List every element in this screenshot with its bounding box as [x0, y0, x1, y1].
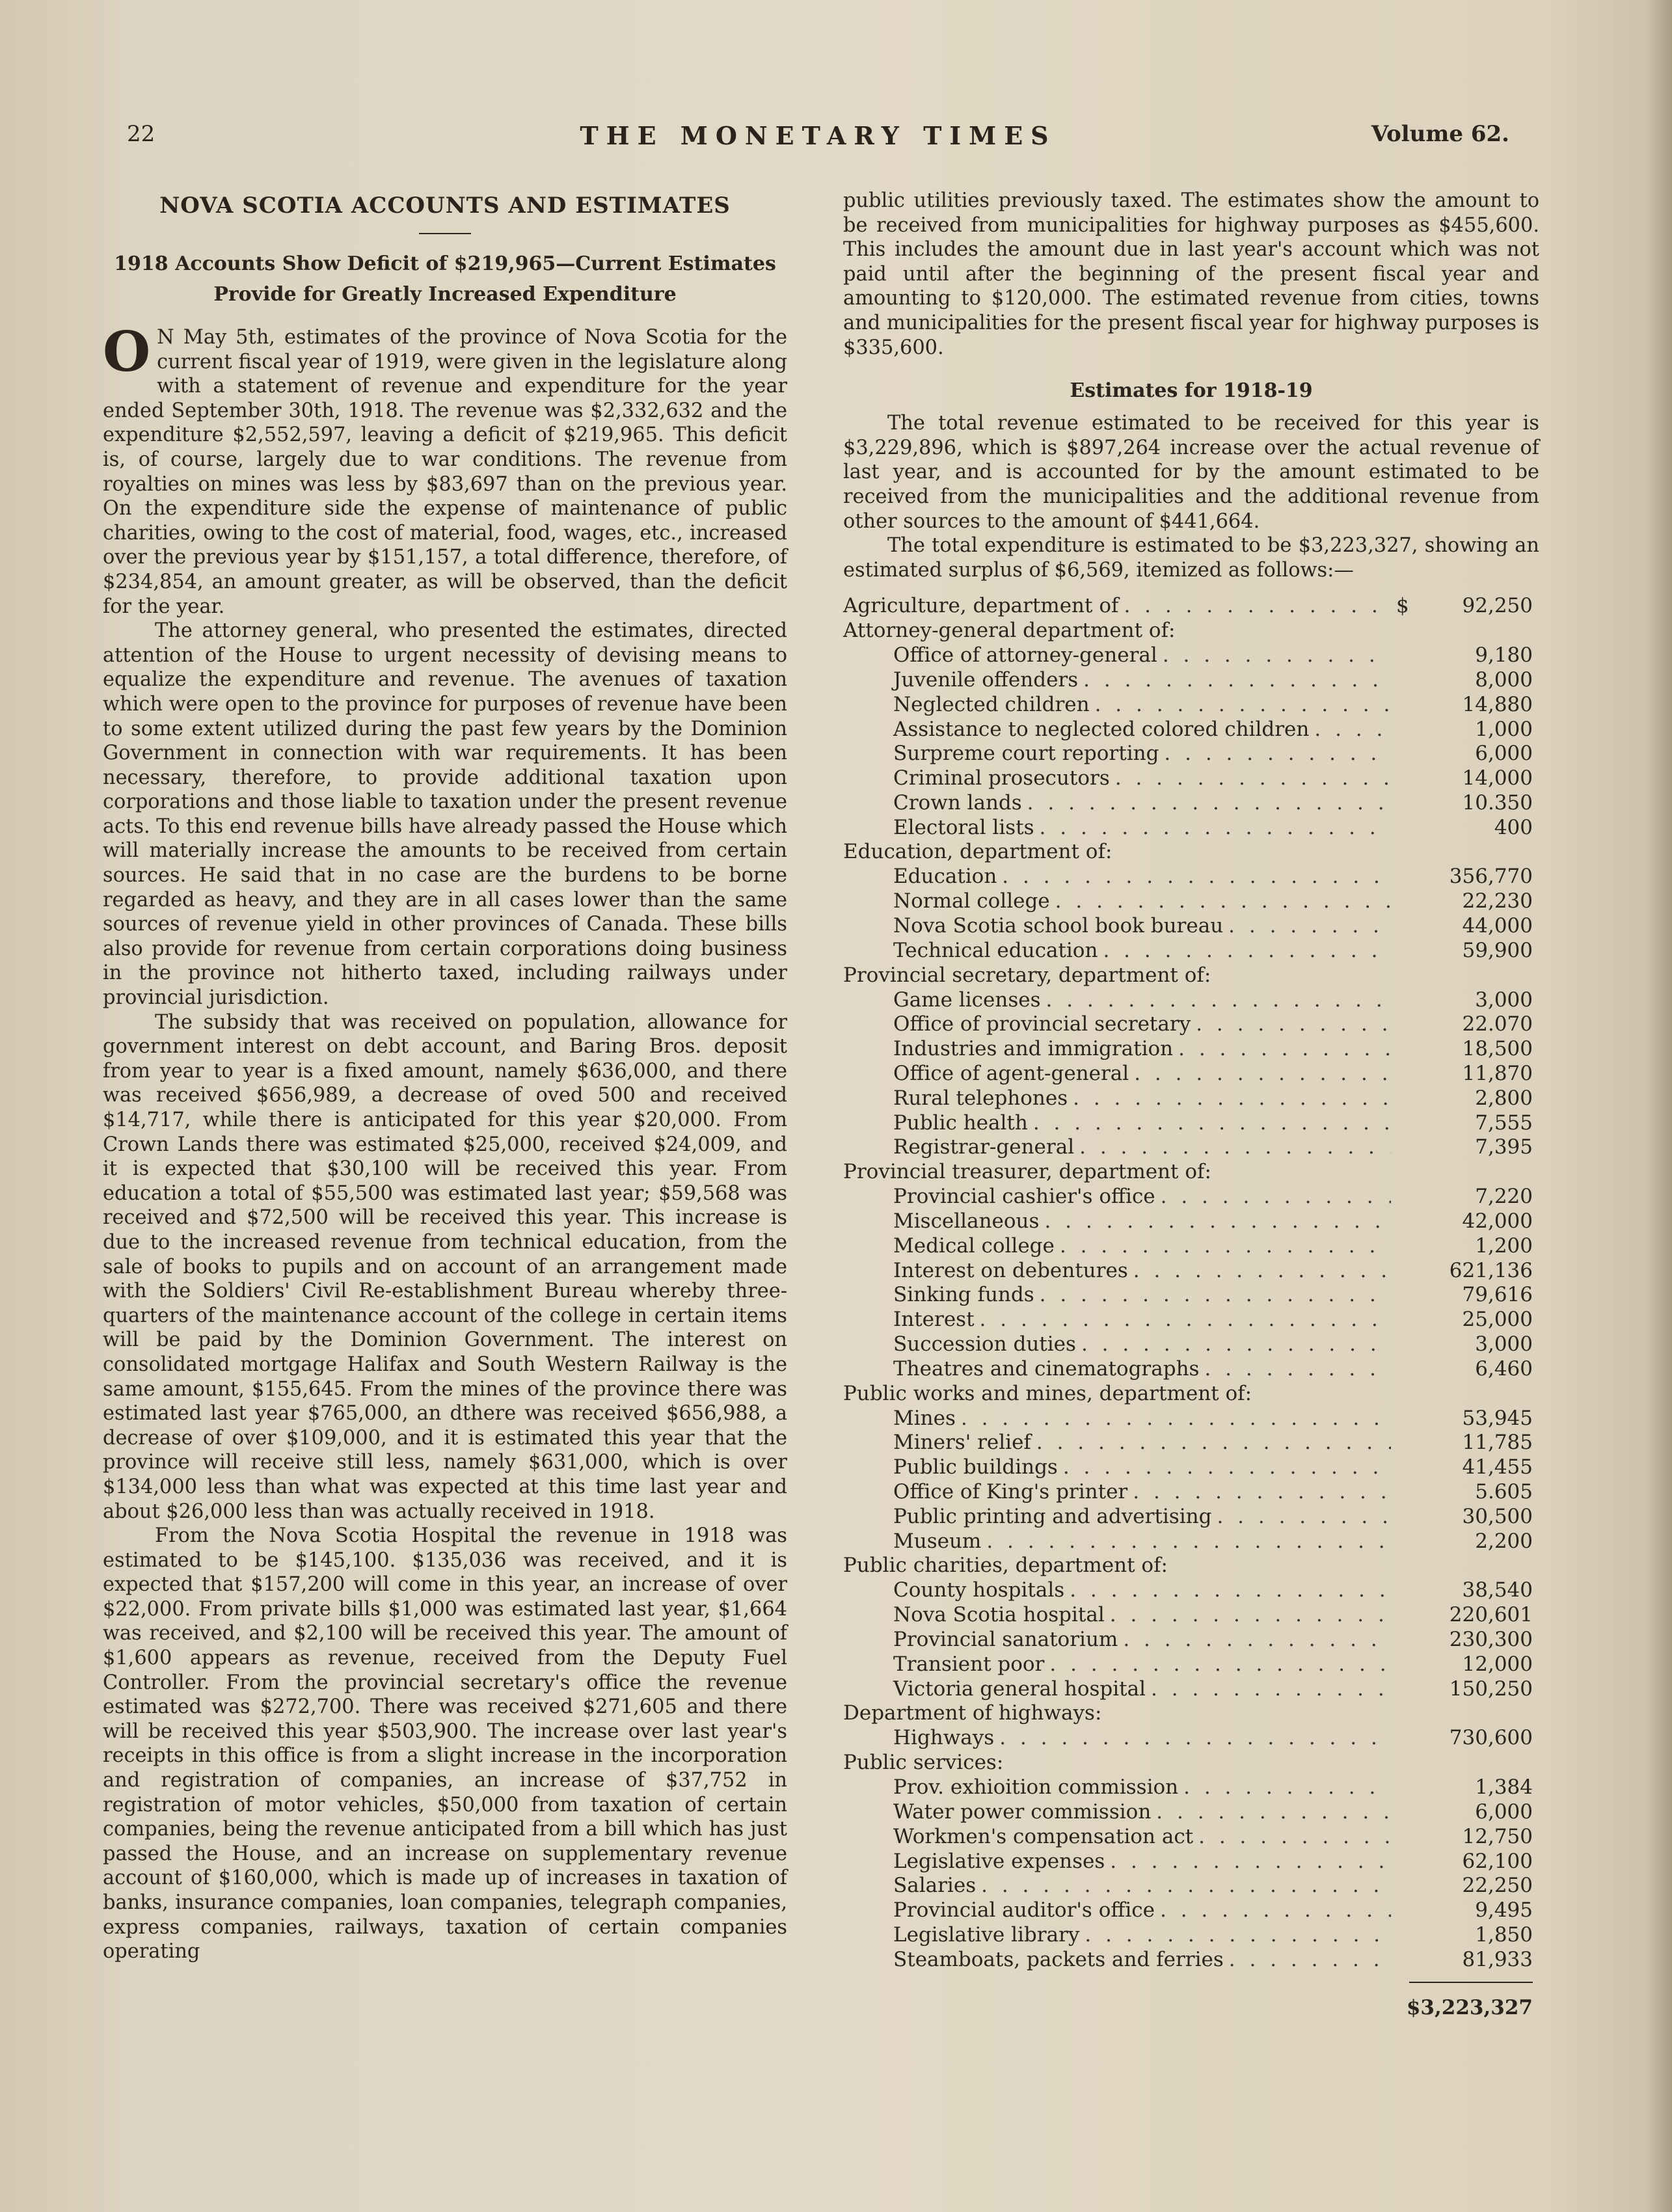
dot-leader: [1133, 1480, 1391, 1504]
currency-symbol: $: [1396, 594, 1409, 618]
dot-leader: [1085, 1923, 1391, 1947]
estimate-amount: 1,200: [1475, 1234, 1533, 1258]
estimate-label: Juvenile offenders: [893, 668, 1079, 692]
paragraph: The total revenue estimated to be received for this year is $3,229,896, which is $897,264 increase over the actual revenue of last year, and is accounted for by the amount estimated to be received from the municipalities and the additional revenue from other sources to the amount of $441,664.: [843, 412, 1539, 533]
estimate-amount: 621,136: [1449, 1258, 1533, 1282]
estimate-label: Theatres and cinematographs: [893, 1356, 1200, 1381]
estimate-row: [843, 791, 1539, 816]
estimate-row: [843, 1308, 1539, 1332]
estimate-amount: 81,933: [1462, 1947, 1533, 1971]
estimate-amount: 14,000: [1462, 766, 1533, 790]
department-heading: Attorney-general department of:: [843, 619, 1176, 643]
estimate-amount: 356,770: [1449, 865, 1533, 889]
dot-leader: [1036, 1431, 1391, 1454]
dot-leader: [980, 1308, 1391, 1331]
estimate-amount: 2,200: [1475, 1529, 1533, 1553]
dot-leader: [981, 1874, 1391, 1897]
estimate-row: [843, 1431, 1539, 1455]
estimate-label: Normal college: [893, 889, 1050, 913]
estimate-row: [843, 1332, 1539, 1357]
publication-title: THE MONETARY TIMES: [580, 121, 1057, 150]
estimate-amount: 10.350: [1462, 790, 1533, 815]
page-header: [127, 121, 1509, 154]
estimate-label: Provincial auditor's office: [893, 1898, 1155, 1922]
estimate-amount: 7,555: [1475, 1111, 1533, 1135]
estimate-row: [843, 1357, 1539, 1382]
paragraph-text: N May 5th, estimates of the province of Nova Scotia for the current fiscal year of 1919, were given in the legislature along with a statement of revenue and expenditure for the year ended September 30th, 1918. The revenue was $2,332,632 and the expenditure $2,552,597, leaving a deficit of $219,965. This deficit is, of course, largely due to war conditions. The revenue from royalties on mines was less by $83,697 than on the previous year. On the expenditure side the expense of maintenance of public charities, owing to the cost of material, food, wages, etc., increased over the previous year by $151,157, a total difference, therefore, of $234,854, an amount greater, as will be observed, than the deficit for the year.: [103, 326, 787, 618]
estimate-label: Nova Scotia hospital: [893, 1603, 1105, 1627]
estimate-label: Transient poor: [893, 1652, 1045, 1676]
estimate-label: Nova Scotia school book bureau: [893, 914, 1224, 938]
estimate-row: [843, 1135, 1539, 1160]
estimate-label: Museum: [893, 1529, 982, 1553]
estimate-amount: 25,000: [1462, 1308, 1533, 1332]
dot-leader: [1081, 1332, 1391, 1356]
estimate-row: [843, 1012, 1539, 1037]
dot-leader: [1164, 742, 1391, 765]
dot-leader: [1151, 1677, 1391, 1701]
estimate-row: [843, 1037, 1539, 1062]
estimate-label: Legislative library: [893, 1922, 1080, 1947]
estimate-label: Office of provincial secretary: [893, 1012, 1191, 1036]
estimate-row: [843, 1062, 1539, 1086]
estimate-amount: 11,870: [1462, 1062, 1533, 1086]
estimate-row: [843, 1775, 1539, 1800]
estimate-label: Victoria general hospital: [893, 1677, 1146, 1701]
estimate-amount: 3,000: [1475, 988, 1533, 1012]
left-column: [103, 189, 787, 1964]
dot-leader: [1228, 914, 1391, 937]
estimate-row: [843, 766, 1539, 791]
estimate-label: Medical college: [893, 1234, 1055, 1258]
estimate-label: Miscellaneous: [893, 1209, 1040, 1234]
estimate-row: [843, 1407, 1539, 1431]
estimate-label: County hospitals: [893, 1578, 1065, 1602]
estimate-label: Public buildings: [893, 1455, 1058, 1479]
estimate-row: [843, 1677, 1539, 1702]
estimate-amount: 53,945: [1462, 1406, 1533, 1430]
estimate-label: Legislative expenses: [893, 1849, 1105, 1873]
department-heading: Education, department of:: [843, 840, 1112, 864]
dot-leader: [1163, 643, 1391, 667]
department-heading: Public works and mines, department of:: [843, 1381, 1252, 1405]
dot-leader: [1002, 865, 1391, 888]
volume-label: Volume 62.: [1371, 121, 1509, 147]
estimate-row: [843, 1923, 1539, 1948]
estimate-row: [843, 1825, 1539, 1850]
dot-leader: [1079, 1135, 1391, 1159]
dot-leader: [1110, 1603, 1391, 1626]
estimate-label: Game licenses: [893, 988, 1041, 1012]
estimate-row: [843, 668, 1539, 693]
estimate-amount: 12,000: [1462, 1652, 1533, 1676]
estimate-label: Provincial cashier's office: [893, 1185, 1155, 1209]
department-heading: Public charities, department of:: [843, 1554, 1168, 1578]
estimate-amount: 38,540: [1462, 1578, 1533, 1602]
dot-leader: [1124, 594, 1391, 617]
dot-leader: [1178, 1037, 1391, 1060]
dot-leader: [1040, 1283, 1391, 1306]
estimate-amount: 42,000: [1462, 1209, 1533, 1234]
estimate-label: Steamboats, packets and ferries: [893, 1947, 1224, 1971]
dot-leader: [1229, 1948, 1391, 1971]
paragraph: The total expenditure is estimated to be $3,223,327, showing an estimated surplus of $6,569, itemized as follows:—: [843, 534, 1539, 582]
estimate-amount: 1,000: [1475, 717, 1533, 741]
estimate-label: Prov. exhioition commission: [893, 1775, 1179, 1800]
dot-leader: [1161, 1185, 1391, 1208]
paragraph: The subsidy that was received on population, allowance for government interest on debt account, and Baring Bros. deposit from year to year is a fixed amount, namely $636,000, and there was received $656,989, a decrease of oved 500 and received $14,717, while there is anticipated for this year $20,000. From Crown Lands there was estimated $25,000, received $24,009, and it is expected that $30,100 will be received this year. From education a total of $55,500 was estimated last year; $59,568 was received and $72,500 will be received this year. This increase is due to the increased revenue from technical education, from the sale of books to pupils and on account of an arrangement made with the Soldiers' Civil Re-establishment Bureau whereby three-quarters of the maintenance account of the college in certain items will be paid by the Dominion Government. The interest on consolidated mortgage Halifax and South Western Railway is the same amount, $155,645. From the mines of the province there was estimated last year $765,000, an dthere was received $656,988, a decrease of over $109,000, and it is estimated this year that the province will receive still less, namely $631,000, which is over $134,000 less than what was expected at this time last year and about $26,000 less than was actually received in 1918.: [103, 1010, 787, 1523]
department-heading: Public services:: [843, 1751, 1004, 1775]
estimate-row: [843, 1850, 1539, 1874]
estimate-amount: 1,850: [1475, 1922, 1533, 1947]
paragraph: [103, 319, 787, 619]
estimate-row: [843, 939, 1539, 964]
dot-leader: [1183, 1775, 1391, 1799]
estimate-row: [843, 1209, 1539, 1234]
estimate-label: Miners' relief: [893, 1431, 1031, 1455]
estimate-amount: 22.070: [1462, 1012, 1533, 1036]
departments-list: [843, 619, 1539, 1972]
estimate-label: Electoral lists: [893, 815, 1034, 839]
estimate-row: [843, 1652, 1539, 1677]
estimate-label: Salaries: [893, 1874, 977, 1898]
dot-leader: [1314, 718, 1391, 741]
estimate-row: [843, 718, 1539, 742]
estimate-row: [843, 914, 1539, 939]
estimate-amount: 12,750: [1462, 1824, 1533, 1848]
right-intro: [843, 189, 1539, 582]
estimate-amount: 6,000: [1475, 742, 1533, 766]
estimate-row: [843, 1111, 1539, 1136]
dot-leader: [1070, 1578, 1391, 1602]
estimate-row: [843, 1185, 1539, 1209]
estimate-row: [843, 1455, 1539, 1480]
article-subtitle: [103, 249, 787, 310]
article-title: NOVA SCOTIA ACCOUNTS AND ESTIMATES: [159, 193, 731, 219]
estimate-row: [843, 1726, 1539, 1751]
estimate-amount: 59,900: [1462, 938, 1533, 962]
department-heading: Provincial secretary, department of:: [843, 963, 1211, 987]
estimate-label: Education: [893, 865, 997, 889]
estimate-label: Neglected children: [893, 692, 1090, 716]
dot-leader: [999, 1726, 1391, 1749]
estimate-label: Office of attorney-general: [893, 643, 1157, 668]
department-heading: Department of highways:: [843, 1701, 1102, 1725]
estimate-label: Public printing and advertising: [893, 1504, 1212, 1528]
estimate-row: [843, 742, 1539, 766]
estimate-label: Crown lands: [893, 790, 1022, 815]
estimate-amount: 11,785: [1462, 1431, 1533, 1455]
estimate-amount: 9,180: [1475, 643, 1533, 668]
estimates-table: [843, 594, 1539, 2019]
estimate-amount: 6,000: [1475, 1800, 1533, 1824]
drop-cap: O: [103, 319, 151, 384]
estimate-label: Office of agent-general: [893, 1062, 1129, 1086]
estimate-label: Rural telephones: [893, 1086, 1068, 1110]
estimate-label: Industries and immigration: [893, 1037, 1174, 1061]
estimate-row: [843, 1283, 1539, 1308]
estimate-amount: 92,250: [1462, 594, 1533, 618]
dot-leader: [1217, 1505, 1391, 1528]
paragraph: From the Nova Scotia Hospital the revenue in 1918 was estimated to be $145,100. $135,036 was received, and it is expected that $157,200 will come in this year, an increase of over $22,000. From private bills $1,000 was estimated last year, $1,664 was received, and $2,100 will be received this year. The amount of $1,600 appears as revenue, received from the Deputy Fuel Controller. From the provincial secretary's office the revenue estimated was $272,700. There was received $271,605 and there will be received this year $503,900. The increase over last year's receipts in this office is from a slight increase in the incorporation and registration of companies, an increase of $37,752 in registration of motor vehicles, $50,000 from taxation of certain companies, being the revenue anticipated from a bill which has just passed the House, and an increase on supplementary revenue account of $160,000, which is made up of increases in taxation of banks, insurance companies, loan companies, telegraph companies, express companies, railways, taxation of certain companies operating: [103, 1524, 787, 1963]
estimates-total: $3,223,327: [1406, 1995, 1533, 2019]
estimate-amount: 150,250: [1449, 1677, 1533, 1701]
estimate-row: [843, 1603, 1539, 1628]
dot-leader: [1196, 1012, 1391, 1036]
title-divider: [419, 233, 471, 234]
estimate-row: [843, 643, 1539, 668]
estimate-label: Provincial sanatorium: [893, 1628, 1118, 1651]
dot-leader: [1060, 1234, 1391, 1258]
dot-leader: [1083, 668, 1391, 692]
paragraph: The attorney general, who presented the estimates, directed attention of the House to urgent necessity of devising means to equalize the expenditure and revenue. The avenues of taxation which were open to the province for purposes of revenue have been to some extent utilized during the past few years by the Dominion Government in connection with war requirements. It has been necessary, therefore, to provide additional taxation upon corporations and those liable to taxation under the present revenue acts. To this end revenue bills have already passed the House which will materially increase the amounts to be received from certain sources. He said that in no case are the burdens to be borne regarded as heavy, and they are in all cases lower than the same sources of revenue yield in other provinces of Canada. These bills also provide for revenue from certain corporations doing business in the province not hitherto taxed, including railways under provincial jurisdiction.: [103, 619, 787, 1010]
estimate-label: Water power commission: [893, 1800, 1152, 1824]
estimate-amount: 62,100: [1462, 1849, 1533, 1873]
estimate-amount: 22,250: [1462, 1874, 1533, 1898]
estimate-row: [843, 1530, 1539, 1554]
dot-leader: [1115, 766, 1391, 790]
estimate-label: Technical education: [893, 938, 1098, 962]
estimate-row: [843, 1898, 1539, 1923]
estimate-row: [843, 865, 1539, 889]
dot-leader: [1134, 1062, 1391, 1085]
estimate-row: [843, 1234, 1539, 1259]
estimate-row: [843, 1259, 1539, 1284]
estimate-label: Surpreme court reporting: [893, 742, 1159, 766]
estimate-label: Registrar-general: [893, 1135, 1075, 1159]
estimate-label: Interest on debentures: [893, 1258, 1128, 1282]
estimate-row: [843, 1628, 1539, 1652]
estimate-amount: 7,395: [1475, 1135, 1533, 1159]
dot-leader: [1040, 816, 1391, 839]
estimate-amount: 8,000: [1475, 668, 1533, 692]
estimate-amount: 3,000: [1475, 1332, 1533, 1356]
estimate-row: [843, 1948, 1539, 1973]
dot-leader: [1044, 1209, 1391, 1233]
dot-leader: [1049, 1652, 1391, 1676]
estimate-row: [843, 1800, 1539, 1825]
dot-leader: [961, 1407, 1391, 1430]
dot-leader: [1156, 1800, 1391, 1824]
subtitle-line-2: Provide for Greatly Increased Expenditure: [213, 283, 677, 306]
estimate-row: [843, 693, 1539, 718]
page-number: 22: [127, 121, 155, 147]
estimate-amount: 18,500: [1462, 1037, 1533, 1061]
estimate-label: Succession duties: [893, 1332, 1076, 1356]
estimate-row: [843, 1505, 1539, 1530]
right-column: [843, 189, 1539, 2019]
estimate-label: Assistance to neglected colored children: [893, 717, 1310, 741]
estimate-row: [843, 816, 1539, 841]
estimate-amount: 30,500: [1462, 1504, 1533, 1528]
subtitle-line-1: 1918 Accounts Show Deficit of $219,965—Current Estimates: [114, 252, 776, 275]
dot-leader: [1160, 1898, 1391, 1922]
estimate-label: Office of King's printer: [893, 1480, 1128, 1504]
estimate-label: Criminal prosecutors: [893, 766, 1110, 790]
article-body: [103, 319, 787, 1964]
page-edge-shadow: [1646, 0, 1672, 2212]
estimate-amount: 230,300: [1449, 1628, 1533, 1651]
estimate-label: Agriculture, department of: [843, 594, 1119, 618]
dot-leader: [986, 1530, 1391, 1553]
estimate-row: [843, 594, 1539, 619]
dot-leader: [1046, 988, 1391, 1012]
estimate-amount: 730,600: [1449, 1726, 1533, 1750]
estimate-amount: 79,616: [1462, 1283, 1533, 1307]
estimate-label: Public health: [893, 1111, 1028, 1135]
dot-leader: [1063, 1455, 1391, 1479]
estimate-row: [843, 889, 1539, 914]
estimate-amount: 2,800: [1475, 1086, 1533, 1110]
estimate-row: [843, 1578, 1539, 1603]
dot-leader: [1133, 1259, 1391, 1282]
estimate-label: Highways: [893, 1726, 995, 1750]
dot-leader: [1103, 939, 1391, 962]
estimate-amount: 7,220: [1475, 1185, 1533, 1209]
estimate-amount: 1,384: [1475, 1775, 1533, 1800]
estimate-amount: 44,000: [1462, 914, 1533, 938]
dot-leader: [1055, 889, 1391, 913]
estimate-amount: 400: [1494, 815, 1533, 839]
estimate-row: [843, 1480, 1539, 1505]
dot-leader: [1110, 1850, 1391, 1873]
estimate-label: Sinking funds: [893, 1283, 1034, 1307]
paragraph: public utilities previously taxed. The estimates show the amount to be received from municipalities for highway purposes as $455,600. This includes the amount due in last year's account which was not paid until after the beginning of the present fiscal year and amounting to $120,000. The estimated revenue from cities, towns and municipalities for the present fiscal year for highway purposes is $335,600.: [843, 189, 1539, 359]
dot-leader: [1204, 1357, 1391, 1381]
section-heading: Estimates for 1918-19: [1070, 379, 1313, 403]
estimate-label: Interest: [893, 1308, 975, 1332]
estimate-row: [843, 988, 1539, 1013]
dot-leader: [1027, 791, 1391, 815]
dot-leader: [1198, 1825, 1391, 1848]
estimate-amount: 22,230: [1462, 889, 1533, 913]
estimate-amount: 5.605: [1475, 1480, 1533, 1504]
dot-leader: [1033, 1111, 1391, 1135]
estimate-amount: 6,460: [1475, 1356, 1533, 1381]
department-heading: Provincial treasurer, department of:: [843, 1160, 1211, 1184]
estimate-amount: 220,601: [1449, 1603, 1533, 1627]
estimate-row: [843, 1874, 1539, 1898]
estimate-row: [843, 1086, 1539, 1111]
estimate-amount: 41,455: [1462, 1455, 1533, 1479]
estimate-amount: 14,880: [1462, 692, 1533, 716]
total-rule: [1409, 1982, 1533, 1983]
estimate-amount: 9,495: [1475, 1898, 1533, 1922]
dot-leader: [1073, 1086, 1391, 1110]
dot-leader: [1095, 693, 1391, 716]
dot-leader: [1123, 1628, 1391, 1651]
estimate-label: Workmen's compensation act: [893, 1824, 1194, 1848]
estimate-label: Mines: [893, 1406, 956, 1430]
